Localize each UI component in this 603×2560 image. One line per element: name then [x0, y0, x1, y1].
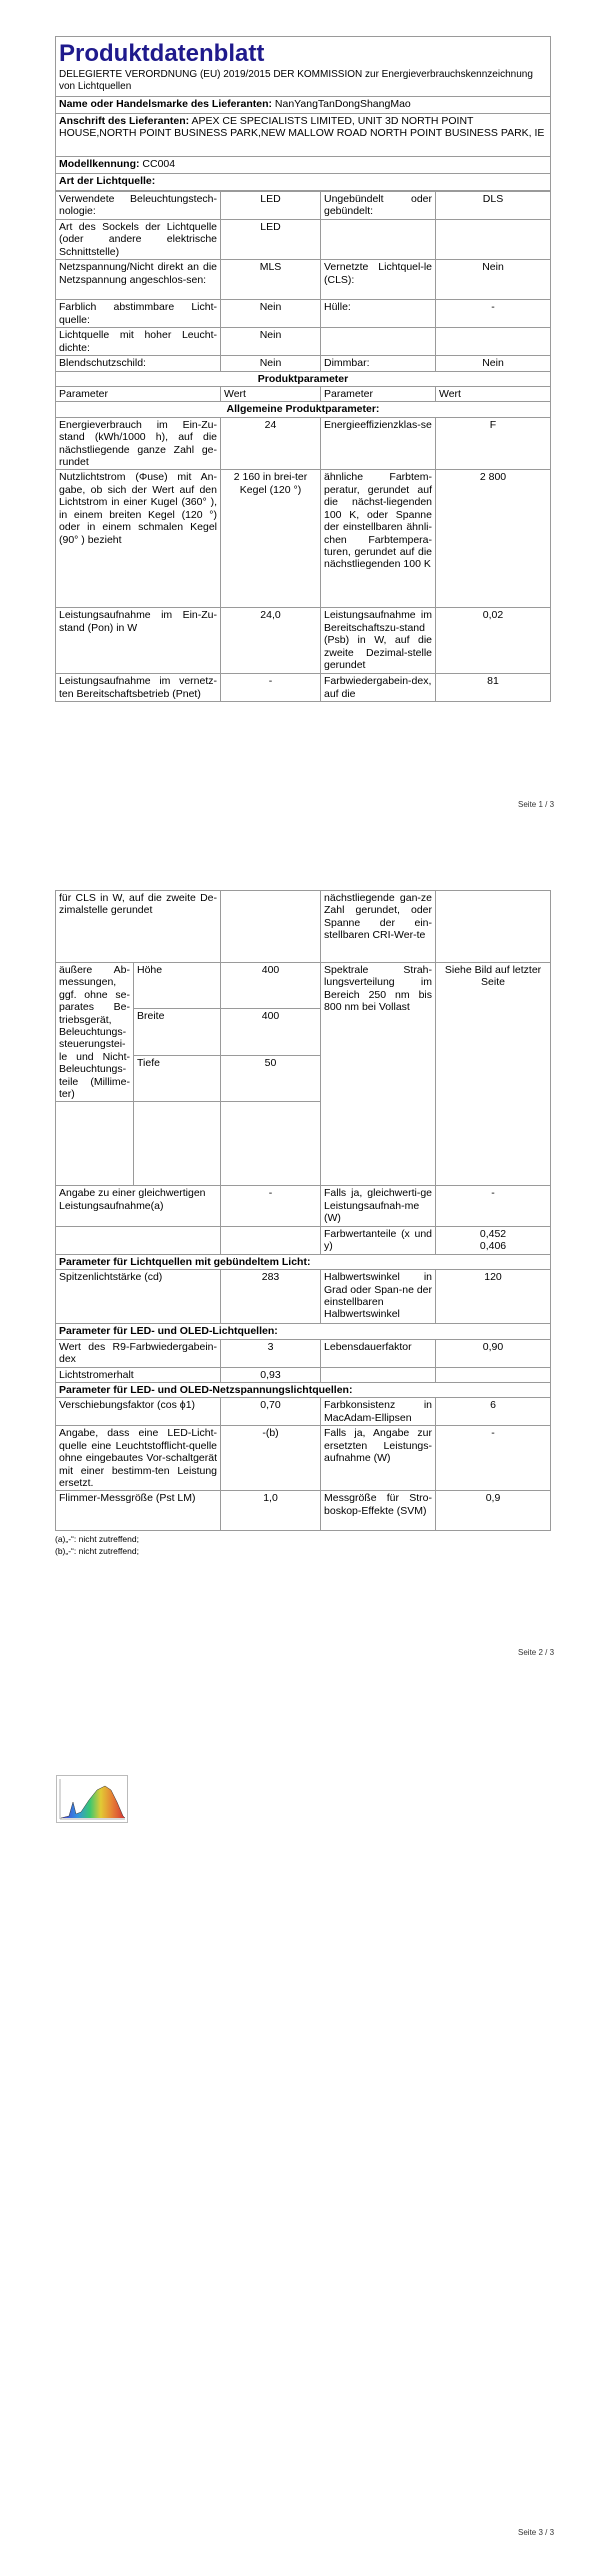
- dimensions-label: äußere Ab-messungen, ggf. ohne se-parates Be-triebsgerät, Beleuchtungs-steuerungstei-le und Nicht-Beleuchtungs-teile (Millime-ter): [56, 963, 134, 1102]
- footnote-b: (b)„-“: nicht zutreffend;: [55, 1546, 139, 1557]
- flicker-value: 1,0: [221, 1491, 321, 1531]
- mains-heading: Parameter für LED- und OLED-Netzspannungslichtquellen:: [56, 1382, 551, 1397]
- row-label: für CLS in W, auf die zweite De-zimalstelle gerundet: [56, 891, 221, 963]
- consistency-value: 6: [436, 1398, 551, 1426]
- row-value: [436, 328, 551, 356]
- row-label: Leistungsaufnahme im Bereitschaftszu-stand (Psb) in W, auf die zweite Dezimal-stelle gerundet: [321, 608, 436, 674]
- replace-label: Angabe, dass eine LED-Licht-quelle eine Leuchtstofflicht-quelle ohne eingebautes Vor-schaltgerät mit einer bestimm-ten Leistung ersetzt.: [56, 1426, 221, 1491]
- row-label: nächstliegende gan-ze Zahl gerundet, oder Spanne der ein-stellbaren CRI-Wer-te: [321, 891, 436, 963]
- table-row: [56, 220, 551, 260]
- row-value: 24: [221, 417, 321, 470]
- r9-value: 3: [221, 1339, 321, 1367]
- document-title: Produktdatenblatt: [59, 40, 265, 67]
- maint-label: Lichtstromerhalt: [56, 1367, 221, 1382]
- dim-name: Tiefe: [134, 1055, 221, 1102]
- table-row: [56, 260, 551, 300]
- row-value: Nein: [221, 300, 321, 328]
- replace-value: -(b): [221, 1426, 321, 1491]
- row-value: 2 160 in brei-ter Kegel (120 °): [221, 470, 321, 608]
- chroma-y: 0,406: [479, 1240, 507, 1253]
- row-label: [56, 1226, 221, 1254]
- row-value: Nein: [436, 356, 551, 371]
- light-source-heading: Art der Lichtquelle:: [56, 174, 551, 191]
- table-row: [56, 300, 551, 328]
- replace-l2: Falls ja, Angabe zur ersetzten Leistungs-aufnahme (W): [321, 1426, 436, 1491]
- spectral-value: Siehe Bild auf letzter Seite: [436, 963, 551, 1186]
- row-label: Energieverbrauch im Ein-Zu-stand (kWh/1000 h), auf die nächstliegende ganze Zahl ge-rundet: [56, 417, 221, 470]
- halfangle-value: 120: [436, 1270, 551, 1324]
- page-3: [0, 1700, 603, 2560]
- model-id: CC004: [142, 158, 176, 170]
- footnote-a: (a)„-“: nicht zutreffend;: [55, 1534, 139, 1545]
- col-header-parameter: Parameter: [56, 387, 221, 402]
- table-row: [56, 470, 551, 608]
- supplier-address: APEX CE SPECIALISTS LIMITED, UNIT 3D NORTH POINT HOUSE,NORTH POINT BUSINESS PARK,NEW MALLOW ROAD NORTH POINT BUSINESS PARK, IE: [59, 115, 545, 140]
- chroma-label: Farbwertanteile (x und y): [321, 1226, 436, 1254]
- halfangle-label: Halbwertswinkel in Grad oder Span-ne der einstellbaren Halbwertswinkel: [321, 1270, 436, 1324]
- row-value: DLS: [436, 192, 551, 220]
- dim-blank: [221, 1102, 321, 1186]
- dim-blank: [134, 1102, 221, 1186]
- address-label: Anschrift des Lieferanten:: [59, 115, 190, 127]
- supplier-name: NanYangTanDongShangMao: [274, 98, 411, 110]
- flicker-label: Flimmer-Messgröße (Pst LM): [56, 1491, 221, 1531]
- datasheet-frame-2: [55, 890, 550, 1557]
- row-label: Hülle:: [321, 300, 436, 328]
- equiv-label-text: Angabe zu einer gleichwertigen Leistungsaufnahme(a): [59, 1187, 206, 1212]
- r9-label: Wert des R9-Farbwiedergabein-dex: [56, 1339, 221, 1367]
- row-value: Nein: [221, 328, 321, 356]
- row-value: -: [436, 300, 551, 328]
- product-params-heading: Produktparameter: [56, 371, 551, 386]
- dim-value: 50: [221, 1055, 321, 1102]
- row-value: 24,0: [221, 608, 321, 674]
- row-value: LED: [221, 220, 321, 260]
- spectrum-image: [56, 1775, 128, 1823]
- row-label: Verwendete Beleuchtungstech-nologie:: [56, 192, 221, 220]
- row-value: F: [436, 417, 551, 470]
- page-1: [0, 0, 603, 820]
- table-row: [56, 328, 551, 356]
- directional-heading: Parameter für Lichtquellen mit gebündeltem Licht:: [56, 1254, 551, 1269]
- model-label: Modellkennung:: [59, 158, 140, 170]
- row-value: [436, 1367, 551, 1382]
- chroma-x: 0,452: [479, 1227, 507, 1240]
- row-label: Leistungsaufnahme im vernetz-ten Bereitschaftsbetrieb (Pnet): [56, 674, 221, 702]
- peak-value: 283: [221, 1270, 321, 1324]
- row-label: Netzspannung/Nicht direkt an die Netzspannung angeschlos-sen:: [56, 260, 221, 300]
- row-value: 81: [436, 674, 551, 702]
- dim-value: 400: [221, 1009, 321, 1055]
- row-value: [221, 891, 321, 963]
- page-number-3: Seite 3 / 3: [518, 2528, 555, 2537]
- table-row: [56, 192, 551, 220]
- row-value: [221, 1226, 321, 1254]
- row-label: Vernetzte Lichtquel-le (CLS):: [321, 260, 436, 300]
- equiv-label: [56, 1186, 221, 1226]
- peak-label: Spitzenlichtstärke (cd): [56, 1270, 221, 1324]
- light-source-table: [55, 191, 551, 702]
- strobo-value: 0,9: [436, 1491, 551, 1531]
- row-label: Dimmbar:: [321, 356, 436, 371]
- params-table-continued: [55, 890, 551, 1531]
- row-label: Lichtquelle mit hoher Leucht-dichte:: [56, 328, 221, 356]
- dim-value: 400: [221, 963, 321, 1009]
- row-label: Blendschutzschild:: [56, 356, 221, 371]
- equiv-l2: Falls ja, gleichwerti-ge Leistungsaufnah-me (W): [321, 1186, 436, 1226]
- row-label: Energieeffizienzklas-se: [321, 417, 436, 470]
- maint-value: 0,93: [221, 1367, 321, 1382]
- table-row: [56, 608, 551, 674]
- led-heading: Parameter für LED- und OLED-Lichtquellen:: [56, 1324, 551, 1339]
- row-label: ähnliche Farbtem-peratur, gerundet auf die nächst-liegenden 100 K, oder Spanne der einstellbaren ähnli-chen Farbtempera-turen, gerundet auf die nächstliegenden 100 K: [321, 470, 436, 608]
- consistency-label: Farbkonsistenz in MacAdam-Ellipsen: [321, 1398, 436, 1426]
- survival-label: Lebensdauerfaktor: [321, 1339, 436, 1367]
- dim-name: Breite: [134, 1009, 221, 1055]
- col-header-value: Wert: [221, 387, 321, 402]
- row-value: MLS: [221, 260, 321, 300]
- col-header-parameter: Parameter: [321, 387, 436, 402]
- row-label: Farbwiedergabein-dex, auf die: [321, 674, 436, 702]
- replace-v2: -: [436, 1426, 551, 1491]
- row-label: [321, 220, 436, 260]
- row-value: [436, 891, 551, 963]
- row-label: Ungebündelt oder gebündelt:: [321, 192, 436, 220]
- row-value: [436, 220, 551, 260]
- row-label: [321, 1367, 436, 1382]
- row-label: Farblich abstimmbare Licht-quelle:: [56, 300, 221, 328]
- row-value: LED: [221, 192, 321, 220]
- col-header-value: Wert: [436, 387, 551, 402]
- row-value: -: [221, 674, 321, 702]
- cosphi-value: 0,70: [221, 1398, 321, 1426]
- cosphi-label: Verschiebungsfaktor (cos ϕ1): [56, 1398, 221, 1426]
- dim-blank: [56, 1102, 134, 1186]
- row-value: Nein: [436, 260, 551, 300]
- row-value: 0,02: [436, 608, 551, 674]
- row-value: 2 800: [436, 470, 551, 608]
- supplier-name-label: Name oder Handelsmarke des Lieferanten:: [59, 98, 272, 110]
- row-label: Art des Sockels der Lichtquelle (oder andere elektrische Schnittstelle): [56, 220, 221, 260]
- survival-value: 0,90: [436, 1339, 551, 1367]
- general-params-heading: Allgemeine Produktparameter:: [56, 402, 551, 417]
- equiv-v2: -: [436, 1186, 551, 1226]
- dim-name: Höhe: [134, 963, 221, 1009]
- page-number: Seite 1 / 3: [518, 800, 555, 809]
- row-value: Nein: [221, 356, 321, 371]
- datasheet-frame: [55, 36, 550, 702]
- row-label: Nutzlichtstrom (Φuse) mit An-gabe, ob sich der Wert auf den Lichtstrom in einer Kugel (360° ), in einem breiten Kegel (120 °) oder in einem schmalen Kegel (90° ) bezieht: [56, 470, 221, 608]
- table-row: [56, 674, 551, 702]
- spectral-label: Spektrale Strah-lungsverteilung im Bereich 250 nm bis 800 nm bei Vollast: [321, 963, 436, 1186]
- page-2: [0, 890, 603, 1670]
- row-label: [321, 328, 436, 356]
- header-table: [55, 36, 551, 191]
- table-row: [56, 417, 551, 470]
- equiv-value: -: [221, 1186, 321, 1226]
- table-row: [56, 356, 551, 371]
- strobo-label: Messgröße für Stro-boskop-Effekte (SVM): [321, 1491, 436, 1531]
- row-label: Leistungsaufnahme im Ein-Zu-stand (Pon) in W: [56, 608, 221, 674]
- regulation-text: DELEGIERTE VERORDNUNG (EU) 2019/2015 DER KOMMISSION zur Energieverbrauchskennzeichnung von Lichtquellen: [59, 69, 533, 92]
- chroma-values: [436, 1226, 551, 1254]
- page-number: Seite 2 / 3: [518, 1648, 555, 1657]
